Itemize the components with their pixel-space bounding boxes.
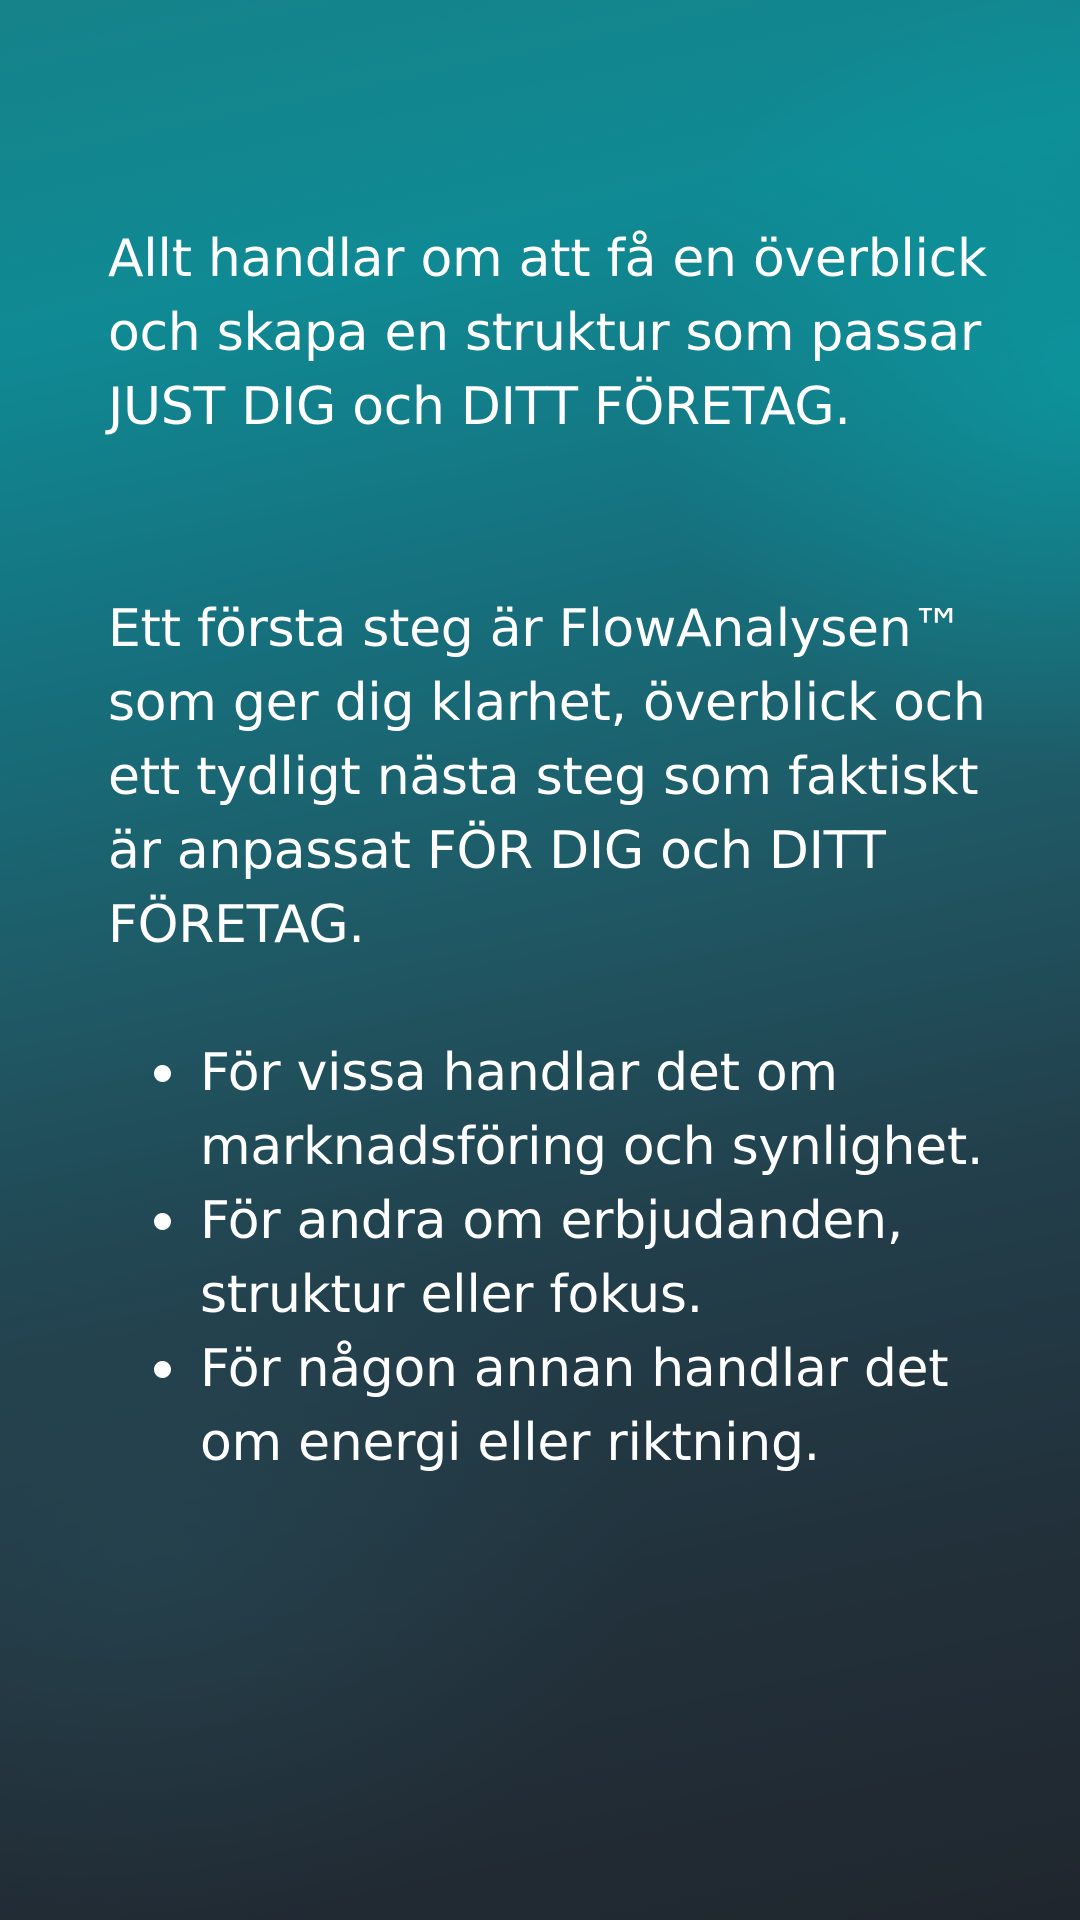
list-item (108, 1036, 988, 1184)
intro-paragraph: Allt handlar om att få en överblick och skapa en struktur som passar JUST DIG och DITT FÖRETAG. (108, 229, 987, 437)
bullet-list (108, 1036, 988, 1480)
bullet-icon (154, 1065, 171, 1082)
bullet-icon (154, 1361, 171, 1378)
flowanalysen-paragraph: Ett första steg är FlowAnalysen™ som ger dig klarhet, överblick och ett tydligt nästa steg som faktiskt är anpassat FÖR DIG och DITT FÖRETAG. (108, 599, 986, 955)
paragraph-spacer (108, 962, 988, 1036)
bullet-icon (154, 1213, 171, 1230)
list-item-text: För andra om erbjudanden, struktur eller fokus. (200, 1191, 903, 1325)
list-item-text: För vissa handlar det om marknadsföring och synlighet. (200, 1043, 984, 1177)
list-item (108, 1332, 988, 1480)
paragraph-spacer (108, 444, 988, 592)
list-item-text: För någon annan handlar det om energi eller riktning. (200, 1339, 949, 1473)
list-item (108, 1184, 988, 1332)
text-content (108, 222, 988, 1480)
